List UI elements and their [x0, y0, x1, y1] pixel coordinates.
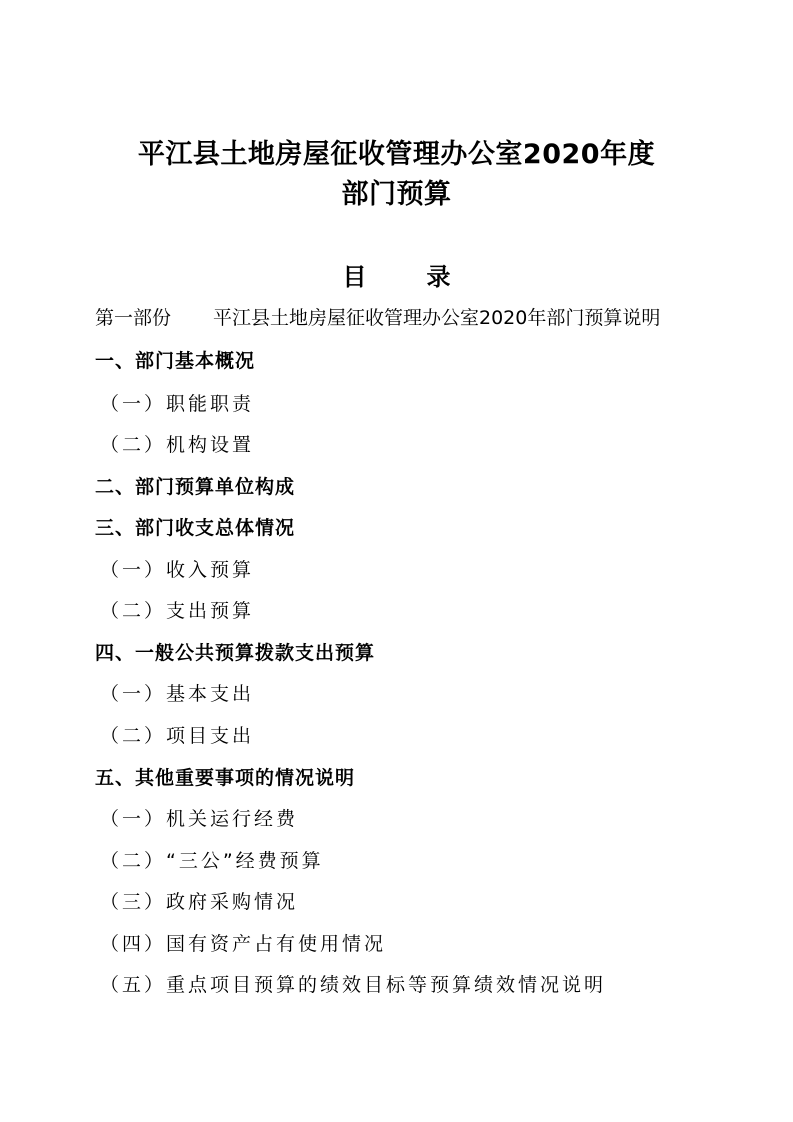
document-title-line2: 部门预算 — [341, 179, 452, 210]
toc-item: （一）职能职责 — [100, 393, 255, 415]
toc-section-3: 三、部门收支总体情况 — [95, 517, 296, 539]
toc-part-label: 第一部份 — [95, 307, 172, 329]
toc-item: （一）收入预算 — [100, 559, 255, 581]
document-title-line1: 平江县土地房屋征收管理办公室2020年度 — [137, 139, 656, 170]
toc-item: （二）“三公”经费预算 — [100, 850, 324, 872]
toc-part-one — [95, 305, 660, 331]
toc-item: （四）国有资产占有使用情况 — [100, 933, 387, 955]
toc-item: （五）重点项目预算的绩效目标等预算绩效情况说明 — [100, 974, 607, 996]
toc-item: （一）基本支出 — [100, 683, 255, 705]
toc-section-5: 五、其他重要事项的情况说明 — [95, 767, 356, 789]
toc-item: （一）机关运行经费 — [100, 808, 299, 830]
toc-item: （二）支出预算 — [100, 600, 255, 622]
toc-heading: 目 录 — [342, 263, 469, 291]
toc-item: （三）政府采购情况 — [100, 891, 299, 913]
toc-item: （二）机构设置 — [100, 434, 255, 456]
toc-part-text: 平江县土地房屋征收管理办公室2020年部门预算说明 — [213, 307, 661, 329]
toc-section-2: 二、部门预算单位构成 — [95, 476, 296, 498]
toc-section-1: 一、部门基本概况 — [95, 350, 256, 372]
toc-item: （二）项目支出 — [100, 725, 255, 747]
toc-section-4: 四、一般公共预算拨款支出预算 — [95, 642, 376, 664]
